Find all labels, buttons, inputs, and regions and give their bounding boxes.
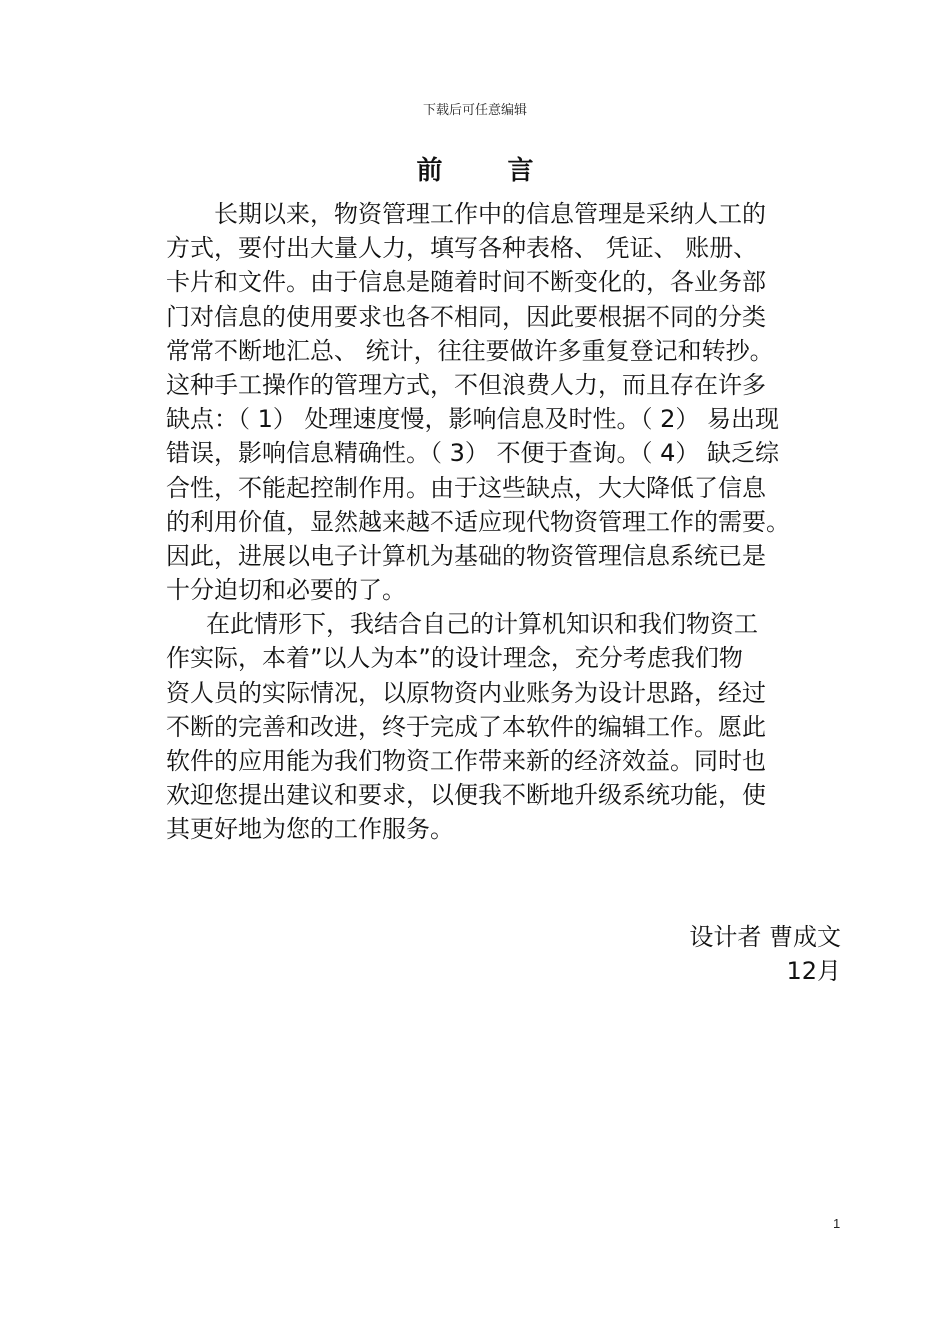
paragraph-line: 方式，要付出大量人力，填写各种表格、 凭证、 账册、 [166,234,758,263]
signature-date: 12月 [786,957,841,985]
paragraph-line: 门对信息的使用要求也各不相同，因此要根据不同的分类 [166,302,766,331]
paragraph-line: 在此情形下，我结合自己的计算机知识和我们物资工 [206,610,758,639]
paragraph-line: 因此，进展以电子计算机为基础的物资管理信息系统已是 [166,541,766,570]
paragraph-line: 常常不断地汇总、 统计，往往要做许多重复登记和转抄。 [166,336,774,365]
document-body [166,197,866,847]
document-title: 前 言 [416,156,562,186]
paragraph-line: 欢迎您提出建议和要求，以便我不断地升级系统功能，使 [166,781,766,810]
signature-block [689,920,841,988]
paragraph-line: 作实际，本着”以人为本”的设计理念，充分考虑我们物 [166,644,743,673]
paragraph-line: 错误，影响信息精确性。（ 3） 不便于查询。（ 4） 缺乏综 [166,439,780,468]
paragraph-line: 合性，不能起控制作用。由于这些缺点，大大降低了信息 [166,473,766,502]
paragraph-line: 其更好地为您的工作服务。 [166,815,454,844]
paragraph-line: 卡片和文件。由于信息是随着时间不断变化的，各业务部 [166,268,766,297]
paragraph-line: 这种手工操作的管理方式，不但浪费人力，而且存在许多 [166,370,766,399]
paragraph-line: 资人员的实际情况，以原物资内业账务为设计思路，经过 [166,678,766,707]
paragraph-line: 的利用价值，显然越来越不适应现代物资管理工作的需要。 [166,507,790,536]
header-note: 下载后可任意编辑 [422,103,527,118]
paragraph-line: 软件的应用能为我们物资工作带来新的经济效益。同时也 [166,747,766,775]
page-number: 1 [833,1216,841,1231]
paragraph-line: 不断的完善和改进，终于完成了本软件的编辑工作。愿此 [166,712,766,741]
paragraph-line: 十分迫切和必要的了。 [166,576,406,605]
signature-designer: 设计者 曹成文 [689,923,841,951]
paragraph-line: 长期以来，物资管理工作中的信息管理是采纳人工的 [214,200,766,228]
paragraph-line: 缺点：（ 1） 处理速度慢，影响信息及时性。（ 2） 易出现 [166,405,780,434]
